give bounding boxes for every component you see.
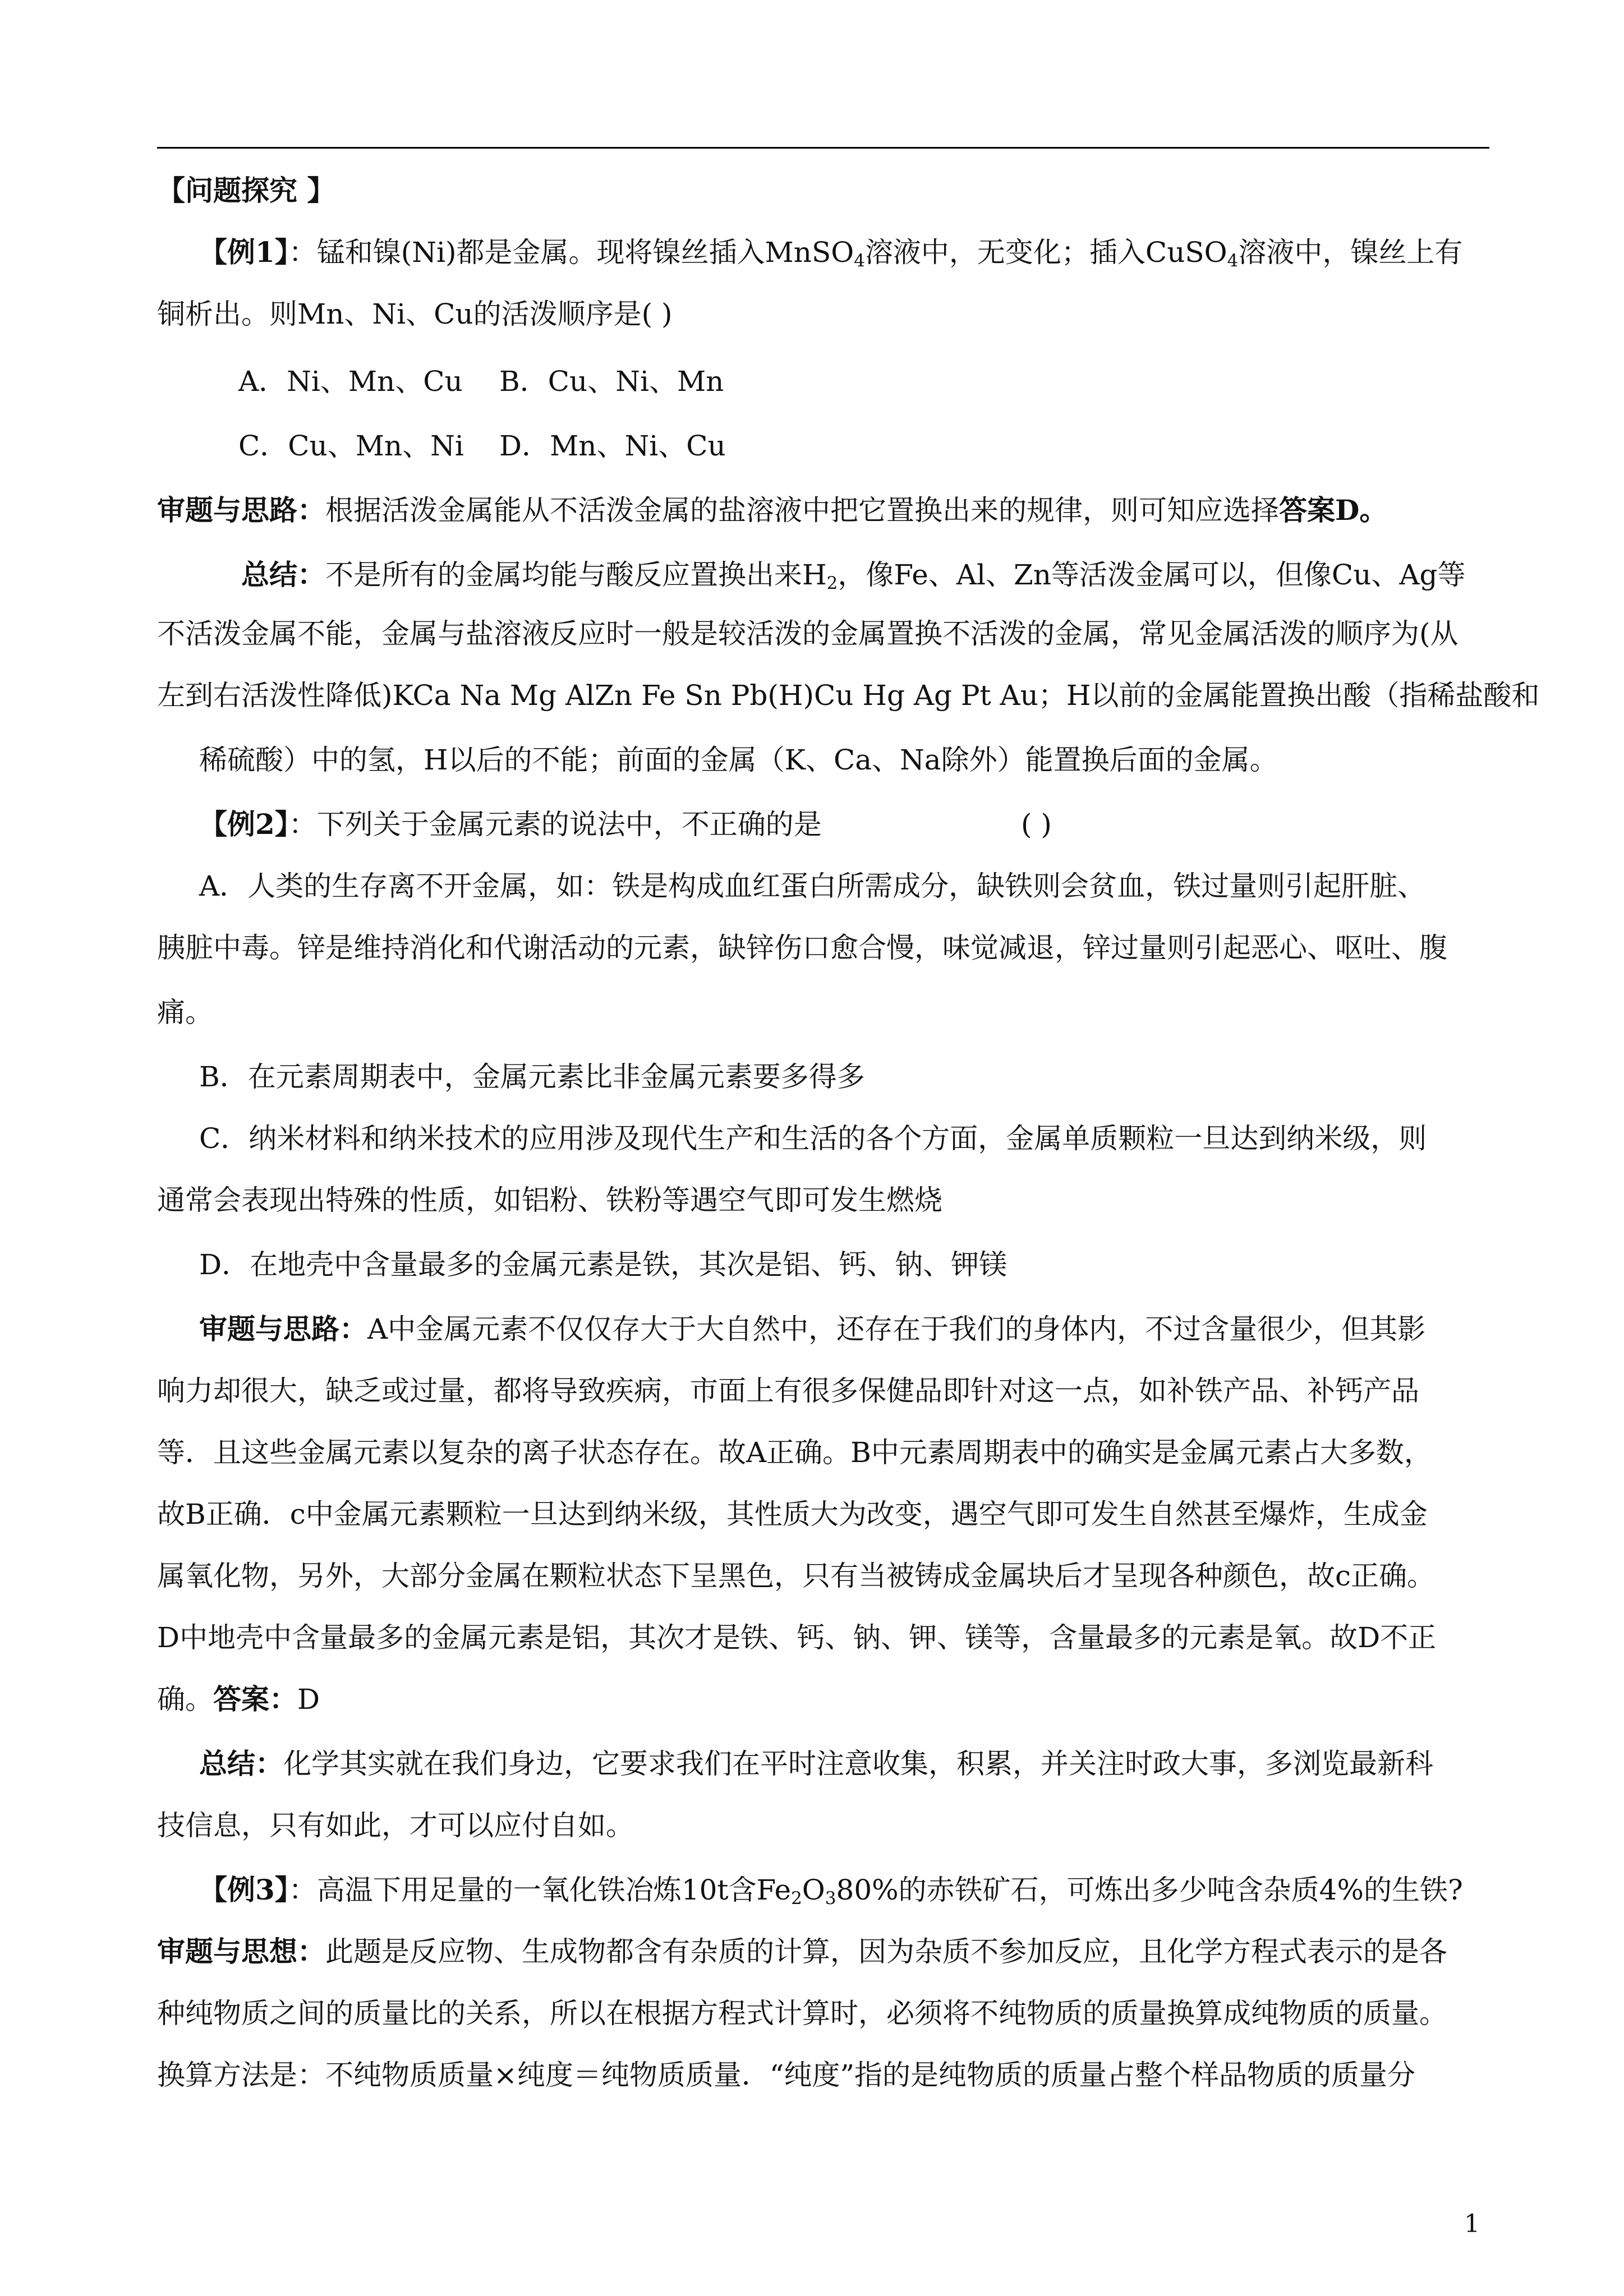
ex1-option-d: D．Mn、Ni、Cu	[499, 430, 726, 462]
subscript: 2	[791, 1888, 802, 1908]
ex2-analysis-line3: 等．且这些金属元素以复杂的离子状态存在。故A正确。B中元素周期表中的确实是金属元素占大多数，	[157, 1436, 1432, 1469]
ex1-option-b: B．Cu、Ni、Mn	[499, 365, 724, 398]
ex2-answer-paren: ( )	[1021, 808, 1052, 841]
ex2-summary-line1	[199, 1747, 1495, 1781]
ex2-analysis-line1	[199, 1312, 1495, 1346]
ex3-analysis-line3: 换算方法是：不纯物质质量×纯度＝纯物质质量．“纯度”指的是纯物质的质量占整个样品物质的质量分	[157, 2059, 1416, 2091]
ex3-text: ：高温下用足量的一氧化铁冶炼10t含Fe	[288, 1874, 792, 1906]
ex1-option-c: C．Cu、Mn、Ni	[238, 430, 464, 462]
ex1-option-a: A．Ni、Mn、Cu	[238, 365, 463, 398]
ex2-option-c-line1: C．纳米材料和纳米技术的应用涉及现代生产和生活的各个方面，金属单质颗粒一旦达到纳米级，则	[199, 1122, 1427, 1155]
ex1-summary-line4: 稀硫酸）中的氢，H以后的不能；前面的金属（K、Ca、Na除外）能置换后面的金属。	[199, 744, 1278, 776]
ex2-analysis-line5: 属氧化物，另外，大部分金属在颗粒状态下呈黑色，只有当被铸成金属块后才呈现各种颜色，故c正确。	[157, 1560, 1436, 1592]
summary-text: 化学其实就在我们身边，它要求我们在平时注意收集，积累，并关注时政大事，多浏览最新科	[283, 1748, 1433, 1780]
ex3-analysis-line2: 种纯物质之间的质量比的关系，所以在根据方程式计算时，必须将不纯物质的质量换算成纯物质的质量。	[157, 1997, 1447, 2030]
subscript: 3	[825, 1888, 836, 1908]
ex2-analysis-line2: 响力却很大，缺乏或过量，都将导致疾病，市面上有很多保健品即针对这一点，如补铁产品、补钙产品	[157, 1375, 1419, 1407]
analysis-label: 审题与思路：	[157, 494, 325, 527]
answer-value: D	[297, 1683, 320, 1716]
ex2-summary-line2: 技信息，只有如此，才可以应付自如。	[157, 1809, 634, 1842]
summary-label: 总结：	[199, 1747, 283, 1780]
ex2-option-d: D．在地壳中含量最多的金属元素是铁，其次是铝、钙、钠、钾镁	[199, 1248, 1007, 1281]
ex3-text: O	[802, 1874, 825, 1906]
ex1-question-line1	[199, 236, 1537, 269]
summary-label: 总结：	[241, 558, 325, 591]
ex1-text: ：锰和镍(Ni)都是金属。现将镍丝插入MnSO	[288, 236, 854, 269]
analysis-text: 确。	[157, 1683, 213, 1716]
answer: 答案D。	[1279, 494, 1388, 527]
subscript: 2	[826, 573, 838, 593]
ex1-text: 溶液中，无变化；插入CuSO	[864, 236, 1227, 269]
ex3-label: 【例3】	[199, 1873, 289, 1906]
subscript: 4	[854, 251, 865, 271]
ex1-summary-line2: 不活泼金属不能，金属与盐溶液反应时一般是较活泼的金属置换不活泼的金属，常见金属活泼的顺序为(从	[157, 617, 1459, 650]
ex2-option-c-line2: 通常会表现出特殊的性质，如铝粉、铁粉等遇空气即可发生燃烧	[157, 1184, 942, 1216]
analysis-label: 审题与思想：	[157, 1935, 325, 1968]
section-title: 【问题探究 】	[157, 174, 335, 207]
ex2-option-a-line3: 痛。	[157, 996, 213, 1029]
summary-text: 不是所有的金属均能与酸反应置换出来H	[325, 559, 827, 591]
header-rule	[157, 147, 1489, 149]
ex1-summary-line3: 左到右活泼性降低)KCa Na Mg AlZn Fe Sn Pb(H)Cu Hg Ag Pt Au；H以前的金属能置换出酸（指稀盐酸和	[157, 679, 1540, 712]
ex1-question-line2: 铜析出。则Mn、Ni、Cu的活泼顺序是( )	[157, 298, 673, 330]
ex1-text: 溶液中，镍丝上有	[1238, 236, 1463, 269]
ex2-option-b: B．在元素周期表中，金属元素比非金属元素要多得多	[199, 1061, 865, 1093]
ex3-question	[199, 1873, 1495, 1907]
ex1-analysis	[157, 494, 1495, 527]
ex1-label: 【例1】	[199, 236, 289, 269]
summary-text: ，像Fe、Al、Zn等活泼金属可以，但像Cu、Ag等	[838, 559, 1466, 591]
analysis-text: 根据活泼金属能从不活泼金属的盐溶液中把它置换出来的规律，则可知应选择	[325, 494, 1279, 527]
ex1-summary-line1	[241, 558, 1495, 592]
ex2-analysis-line7	[157, 1682, 1495, 1716]
answer-label: 答案：	[213, 1682, 297, 1716]
ex2-option-a-line2: 胰脏中毒。锌是维持消化和代谢活动的元素，缺锌伤口愈合慢，味觉减退，锌过量则引起恶心、呕吐、腹	[157, 932, 1447, 964]
analysis-label: 审题与思路：	[199, 1312, 367, 1345]
analysis-text: 此题是反应物、生成物都含有杂质的计算，因为杂质不参加反应，且化学方程式表示的是各	[325, 1935, 1447, 1968]
ex3-text: 80%的赤铁矿石，可炼出多少吨含杂质4%的生铁?	[836, 1874, 1463, 1906]
analysis-text: A中金属元素不仅仅存大于大自然中，还存在于我们的身体内，不过含量很少，但其影	[367, 1313, 1426, 1345]
ex2-analysis-line6: D中地壳中含量最多的金属元素是铝，其次才是铁、钙、钠、钾、镁等，含量最多的元素是氧。故D不正	[157, 1621, 1437, 1654]
ex3-analysis-line1	[157, 1935, 1495, 1968]
ex2-option-a-line1: A．人类的生存离不开金属，如：铁是构成血红蛋白所需成分，缺铁则会贫血，铁过量则引起肝脏、	[199, 870, 1426, 902]
ex2-text: ：下列关于金属元素的说法中，不正确的是	[288, 808, 822, 841]
subscript: 4	[1227, 251, 1239, 271]
ex2-label: 【例2】	[199, 808, 289, 841]
ex2-question	[199, 808, 1537, 841]
ex2-analysis-line4: 故B正确．c中金属元素颗粒一旦达到纳米级，其性质大为改变，遇空气即可发生自然甚至爆炸，生成金	[157, 1498, 1428, 1530]
page-number: 1	[1464, 2210, 1480, 2238]
